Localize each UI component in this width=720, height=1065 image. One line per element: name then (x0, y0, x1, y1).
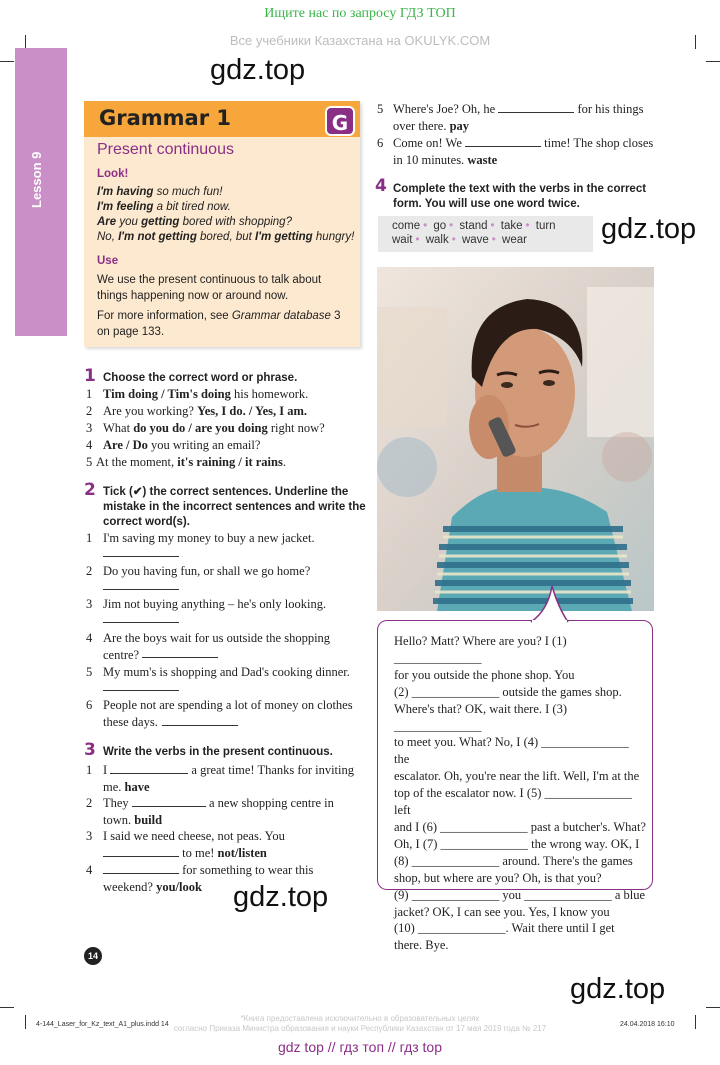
answer-line[interactable] (103, 589, 179, 590)
bubble-line: to meet you. What? No, I (4) ______________ the (394, 735, 629, 767)
exercise-3-instruction: Write the verbs in the present continuous. (103, 746, 333, 758)
exercise-3-item: town. build (103, 813, 163, 827)
boy-on-phone-photo (377, 267, 654, 611)
answer-blank[interactable] (132, 797, 206, 807)
exercise-2-instruction: mistake in the incorrect sentences and write the (103, 501, 366, 513)
item-number: 2 (86, 404, 93, 418)
use-label: Use (97, 255, 119, 267)
exercise-2-instruction: Tick (✔) the correct sentences. Underline the (103, 486, 349, 498)
exercise-4-instruction: Complete the text with the verbs in the correct (393, 183, 647, 195)
word: walk (425, 234, 449, 246)
exercise-2-instruction: correct word(s). (103, 516, 190, 528)
exercise-2-item: People not are spending a lot of money on clothes (103, 698, 353, 712)
answer-blank[interactable] (103, 864, 179, 874)
top-subtitle: Все учебники Казахстана на OKULYK.COM (229, 33, 491, 48)
answer-line[interactable] (103, 556, 179, 557)
exercise-4-instruction: form. You will use one word twice. (393, 198, 580, 210)
bubble-line: for you outside the phone shop. You (394, 667, 575, 682)
exercise-3-item: They a new shopping centre in (103, 796, 334, 810)
answer-line[interactable] (162, 725, 238, 726)
exercise-3-item: Where's Joe? Oh, he for his things (393, 102, 644, 116)
answer-blank[interactable] (498, 103, 574, 113)
bubble-line: jacket? OK, I can see you. Yes, I know you (394, 904, 610, 919)
word: come (392, 220, 421, 232)
bubble-line: (2) ______________ outside the games shop. (394, 684, 622, 699)
answer-blank[interactable] (103, 847, 179, 857)
item-number: 3 (86, 597, 93, 611)
footer-note: согласно Приказа Министра образования и науки Республики Казахстан от 17 мая 2019 года № 217 (173, 1024, 547, 1033)
exercise-1-item: Are you working? Yes, I do. / Yes, I am. (103, 404, 308, 418)
item-number: 6 (86, 698, 93, 712)
exercise-2-item: Do you having fun, or shall we go home? (103, 564, 311, 578)
item-number: 1 (86, 387, 93, 401)
exercise-3-item: Come on! We time! The shop closes (393, 136, 654, 150)
bubble-text (394, 633, 646, 954)
item-number: 6 (377, 136, 384, 150)
exercise-3-item: to me! not/listen (103, 845, 267, 862)
bubble-line: (10) ______________. Wait there until I get (394, 921, 615, 936)
item-number: 4 (86, 438, 93, 452)
item-number: 2 (86, 796, 93, 810)
item-number: 3 (86, 829, 93, 843)
item-number: 5 (377, 102, 384, 116)
grammar-subtitle: Present continuous (97, 141, 234, 158)
item-number: 5 (86, 455, 93, 469)
exercise-2-item: I'm saving my money to buy a new jacket. (103, 531, 315, 545)
answer-line[interactable] (103, 690, 179, 691)
answer-line[interactable] (142, 657, 218, 658)
answer-blank[interactable] (110, 764, 188, 774)
exercise-3-item: for something to wear this (103, 862, 313, 879)
exercise-3-item: I said we need cheese, not peas. You (103, 829, 285, 843)
bubble-line: there. Bye. (394, 938, 449, 953)
exercise-4-number: 4 (375, 176, 387, 196)
crop-mark (695, 35, 696, 49)
grammar-title: Grammar 1 (99, 106, 231, 130)
word-row: come • go • stand • take • turn (392, 220, 556, 232)
word: go (433, 220, 447, 232)
exercise-2-item: Jim not buying anything – he's only looking. (103, 597, 327, 611)
top-banner[interactable]: Ищите нас по запросу ГДЗ ТОП (264, 6, 456, 21)
bottom-banner[interactable]: gdz top // гдз топ // гдз top (277, 1039, 443, 1055)
exercise-2-number: 2 (84, 480, 96, 500)
exercise-1-item: What do you do / are you doing right now? (103, 421, 325, 435)
crop-mark (706, 61, 720, 62)
crop-mark (0, 61, 14, 62)
watermark: gdz.top (210, 54, 306, 86)
word: turn (535, 220, 556, 232)
word: wait (392, 234, 413, 246)
exercise-2-item: Are the boys wait for us outside the shopping (103, 631, 331, 645)
grammar-badge-icon: G (325, 106, 355, 136)
bubble-line: and I (6) ______________ past a butcher's. What? (394, 819, 646, 834)
answer-blank[interactable] (465, 137, 541, 147)
bubble-line: escalator. Oh, you're near the lift. Well, I'm at the (394, 769, 640, 784)
exercise-1-number: 1 (84, 366, 96, 386)
exercise-3-item: I a great time! Thanks for inviting (103, 763, 354, 777)
watermark: gdz.top (570, 973, 666, 1005)
look-label: Look! (97, 168, 129, 180)
watermark: gdz.top (233, 881, 329, 913)
item-number: 1 (86, 763, 93, 777)
word: wave (461, 234, 489, 246)
bubble-line: (9) ______________ you ______________ a blue (394, 887, 646, 902)
footer-note: *Книга предоставлена исключительно в образовательных целях (240, 1014, 480, 1023)
item-number: 2 (86, 564, 93, 578)
exercise-1-item: Tim doing / Tim's doing his homework. (103, 387, 309, 401)
item-number: 5 (86, 665, 93, 679)
word-box (378, 216, 593, 252)
item-number: 4 (86, 631, 93, 645)
use-text: We use the present continuous to talk about things happening now or around now. (97, 274, 322, 302)
lesson-label: Lesson 9 (29, 151, 44, 208)
look-line: No, I'm not getting bored, but I'm getting hungry! (97, 231, 355, 243)
bubble-line: Where's that? OK, wait there. I (3) ______________ (394, 701, 568, 733)
bubble-line: Hello? Matt? Where are you? I (1) ______________ (394, 634, 567, 665)
look-line: Are you getting bored with shopping? (97, 216, 292, 228)
exercise-2-item: My mum's is shopping and Dad's cooking dinner. (103, 665, 350, 679)
footer-file: 4-144_Laser_for_Kz_text_A1_plus.indd 14 (36, 1021, 169, 1028)
word: stand (459, 220, 488, 232)
exercise-1-instruction: Choose the correct word or phrase. (103, 372, 298, 384)
bubble-line: top of the escalator now. I (5) ______________ left (394, 786, 633, 818)
exercise-1-item: Are / Do you writing an email? (103, 438, 261, 452)
word-row: wait • walk • wave • wear (392, 234, 527, 246)
word: wear (502, 234, 527, 246)
crop-mark (25, 35, 26, 49)
grammar-header (84, 101, 360, 137)
exercise-3-item: over there. pay (393, 119, 470, 133)
item-number: 4 (86, 863, 93, 877)
exercise-3-item: me. have (103, 780, 150, 794)
word: take (500, 220, 523, 232)
bubble-tail (530, 585, 570, 623)
lesson-tab (15, 48, 67, 336)
bubble-line: shop, but where are you? Oh, is that you? (394, 870, 602, 885)
exercise-2-item: these days. (103, 715, 158, 729)
bubble-line: (8) ______________ around. There's the games (394, 853, 633, 868)
crop-mark (706, 1007, 720, 1008)
exercise-1-item: At the moment, it's raining / it rains. (96, 455, 286, 469)
item-number: 3 (86, 421, 93, 435)
exercise-3-number: 3 (84, 740, 96, 760)
grammar-box (84, 101, 360, 347)
speech-bubble (377, 620, 653, 953)
item-number: 1 (86, 531, 93, 545)
answer-line[interactable] (103, 622, 179, 623)
page-number: 14 (84, 947, 102, 965)
exercise-3-item: in 10 minutes. waste (393, 153, 498, 167)
look-line: I'm having so much fun! (97, 186, 223, 198)
exercise-2-item: centre? (103, 648, 140, 662)
look-line: I'm feeling a bit tired now. (97, 201, 231, 213)
bubble-line: Oh, I (7) ______________ the wrong way. OK, I (394, 836, 640, 851)
footer-date: 24.04.2018 16:10 (620, 1021, 675, 1028)
crop-mark (0, 1007, 14, 1008)
watermark: gdz.top (601, 213, 697, 245)
more-info: For more information, see Grammar database 3 on page 133. (97, 310, 341, 338)
exercise-3-item: weekend? you/look (103, 880, 202, 894)
